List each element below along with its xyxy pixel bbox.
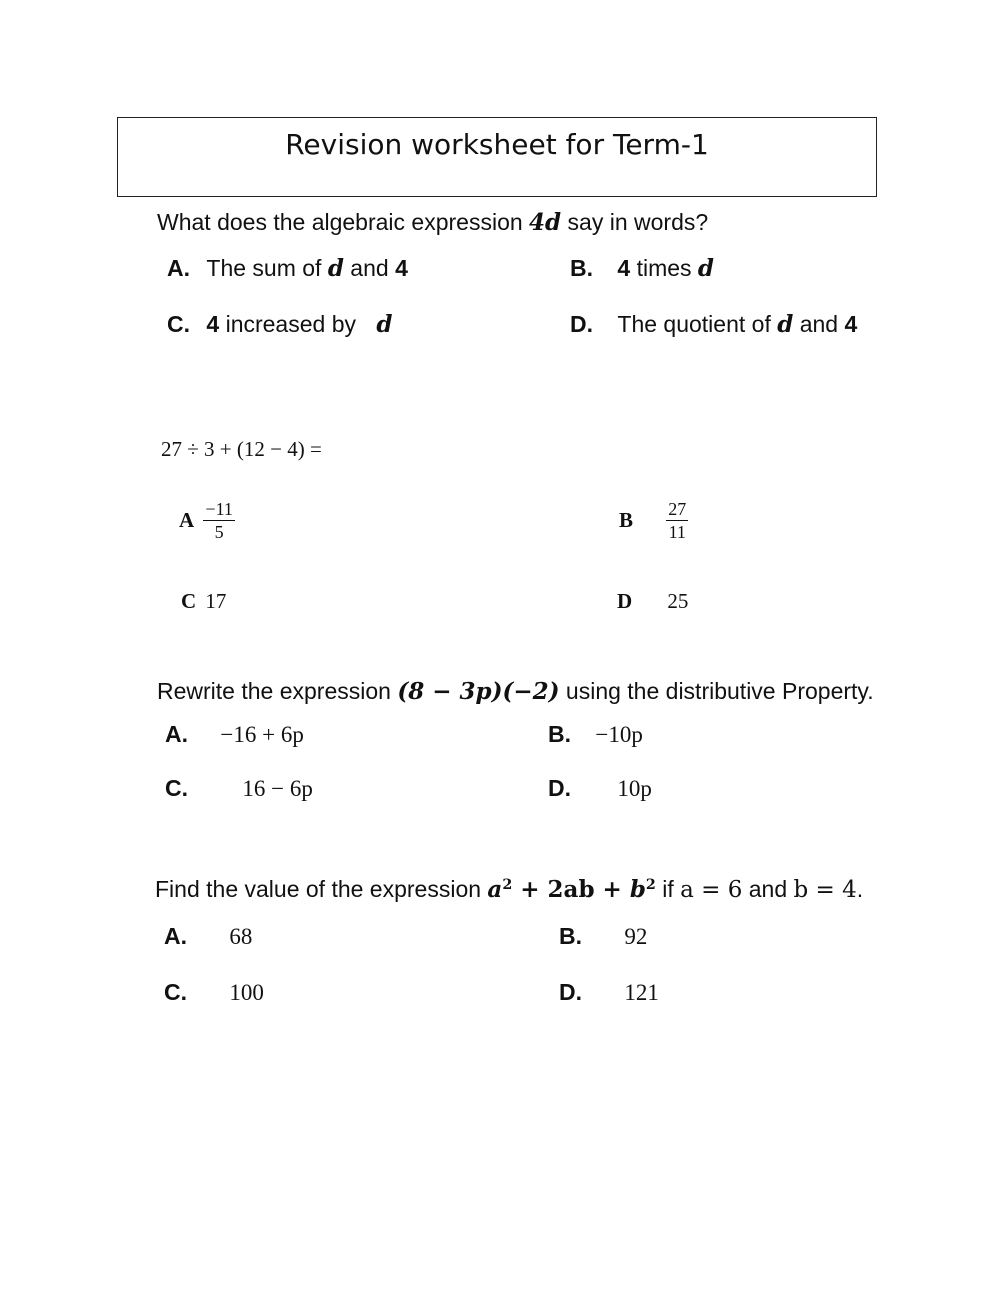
q4-condition-b: b = 4 — [793, 877, 857, 903]
q1-option-d-mid: and — [793, 311, 845, 337]
q2-option-c[interactable] — [181, 589, 226, 614]
q1-option-b-label: B. — [570, 255, 593, 281]
q3-option-a-value: −16 + 6p — [220, 722, 304, 747]
q1-option-a-pre: The sum of — [206, 255, 328, 281]
q2-option-b-label: B — [619, 508, 634, 532]
q1-option-d-var: d — [777, 311, 794, 338]
q1-option-a[interactable] — [167, 255, 408, 282]
q2-option-b[interactable] — [619, 500, 688, 541]
q1-option-a-var: d — [327, 255, 344, 282]
q3-option-a[interactable] — [165, 721, 304, 748]
q4-option-b[interactable] — [559, 923, 647, 950]
q2-option-c-value: 17 — [205, 589, 227, 613]
q3-option-d[interactable] — [548, 775, 652, 802]
q2-option-a-denominator: 5 — [214, 522, 224, 542]
q2-option-d-value: 25 — [667, 589, 689, 613]
q1-option-d-label: D. — [570, 311, 593, 337]
q4-condition-a: a = 6 — [680, 877, 743, 903]
q4-prompt — [155, 876, 863, 903]
q4-term-a: a — [487, 876, 503, 903]
q1-text-after: say in words? — [561, 209, 709, 235]
q1-option-c-label: C. — [167, 311, 190, 337]
q4-option-c-label: C. — [164, 979, 187, 1005]
q3-option-c-value: 16 − 6p — [242, 776, 313, 801]
q4-option-d[interactable] — [559, 979, 659, 1006]
q4-exp-a: 2 — [502, 877, 513, 894]
q2-option-b-denominator: 11 — [668, 522, 686, 542]
q3-option-d-label: D. — [548, 775, 571, 801]
q4-option-a-value: 68 — [229, 924, 253, 949]
q4-and: and — [742, 876, 794, 902]
q2-option-d[interactable] — [617, 589, 688, 614]
q3-prompt — [157, 678, 874, 705]
q3-option-c-label: C. — [165, 775, 188, 801]
q3-text-after: using the distributive Property. — [559, 678, 874, 704]
q2-option-b-numerator: 27 — [668, 499, 687, 519]
q4-term-b: b — [629, 876, 646, 903]
q1-option-d-num: 4 — [844, 311, 858, 337]
q1-prompt — [157, 209, 708, 236]
q1-option-b[interactable] — [570, 255, 714, 282]
q2-option-c-label: C — [181, 589, 197, 613]
q4-exp-b: 2 — [645, 877, 656, 894]
q1-option-b-num: 4 — [617, 255, 631, 281]
q1-option-a-num: 4 — [395, 255, 408, 281]
q4-option-a[interactable] — [164, 923, 252, 950]
q2-option-a-numerator: −11 — [205, 499, 233, 519]
q4-option-a-label: A. — [164, 923, 187, 949]
q3-text-before: Rewrite the expression — [157, 678, 398, 704]
q1-option-d[interactable] — [570, 311, 857, 338]
q1-option-b-var: d — [697, 255, 715, 282]
q1-option-b-mid: times — [630, 255, 698, 281]
worksheet-title: Revision worksheet for Term-1 — [285, 128, 709, 161]
q3-option-b-value: −10p — [595, 722, 643, 747]
q4-period: . — [856, 876, 864, 902]
q3-option-d-value: 10p — [617, 776, 652, 801]
q2-option-a-fraction — [203, 500, 234, 541]
q4-option-b-value: 92 — [624, 924, 648, 949]
q3-option-b-label: B. — [548, 721, 571, 747]
q1-option-c[interactable] — [167, 311, 392, 338]
q4-option-c[interactable] — [164, 979, 264, 1006]
q2-expression: 27 ÷ 3 + (12 − 4) = — [161, 437, 322, 461]
q4-term-middle: + 2ab + — [512, 876, 630, 903]
q4-option-d-label: D. — [559, 979, 582, 1005]
q2-option-a-label: A — [179, 508, 195, 532]
title-box — [117, 117, 877, 197]
q2-option-a[interactable] — [179, 500, 235, 541]
q2-option-b-fraction — [666, 500, 688, 541]
q3-expression: (8 − 3p)(−2) — [397, 678, 560, 705]
q4-option-d-value: 121 — [624, 980, 659, 1005]
q4-option-b-label: B. — [559, 923, 582, 949]
q1-text-before: What does the algebraic expression — [157, 209, 530, 235]
q1-option-a-label: A. — [167, 255, 190, 281]
q1-option-c-mid: increased by — [219, 311, 363, 337]
q2-option-d-label: D — [617, 589, 633, 613]
q1-option-c-var: d — [376, 311, 393, 338]
q1-option-c-num: 4 — [206, 311, 220, 337]
q3-option-a-label: A. — [165, 721, 188, 747]
q4-text-before: Find the value of the expression — [155, 876, 488, 902]
q3-option-c[interactable] — [165, 775, 313, 802]
q1-option-d-pre: The quotient of — [617, 311, 778, 337]
q3-option-b[interactable] — [548, 721, 643, 748]
q1-option-a-mid: and — [343, 255, 396, 281]
q4-option-c-value: 100 — [229, 980, 264, 1005]
q1-expression: 4d — [529, 209, 562, 236]
q4-if: if — [655, 876, 681, 902]
